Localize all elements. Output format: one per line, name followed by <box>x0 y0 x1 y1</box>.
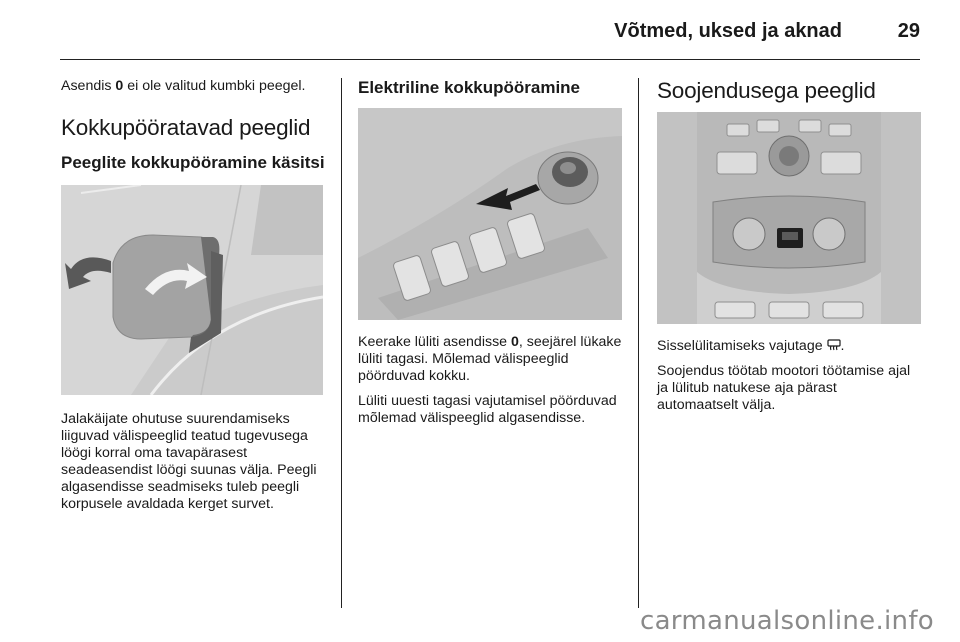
subsection-title-manual-folding: Peeglite kokkupööramine käsitsi <box>61 153 325 172</box>
column-2 <box>358 78 622 435</box>
column-3 <box>657 78 921 422</box>
heated-mirror-activation: Sisselülitamiseks vajutage . <box>657 338 845 354</box>
electric-unfolding-instruction: Lüliti uuesti tagasi vajutamisel pöörduvad mõlemad välispeeglid algasendisse. <box>358 393 617 426</box>
heated-mirror-button-illustration <box>657 112 921 324</box>
column-divider-1 <box>341 78 342 608</box>
header-divider <box>60 59 920 60</box>
electric-folding-illustration <box>358 108 622 320</box>
manual-folding-description: Jalakäijate ohutuse suurendamiseks liiguvad välispeeglid teatud tugevusega löögi korral oma tavapärasest seadeasendist löögi suunas välja. Peegli algasendisse seadmiseks tuleb peegli korpusele avaldada kerget survet. <box>61 411 317 512</box>
intro-paragraph: Asendis 0 ei ole valitud kumbki peegel. <box>61 78 306 94</box>
manual-folding-illustration <box>61 185 323 395</box>
page-number: 29 <box>897 20 920 42</box>
column-divider-2 <box>638 78 639 608</box>
subsection-title-electric-folding: Elektriline kokkupööramine <box>358 78 581 97</box>
page-header <box>60 0 920 62</box>
rear-window-heating-icon <box>827 339 841 352</box>
watermark-text: carmanualsonline.info <box>639 606 934 636</box>
electric-folding-instruction: Keerake lüliti asendisse 0, seejärel lükake lüliti tagasi. Mõlemad välispeeglid pöörduvad kokku. <box>358 334 622 384</box>
section-title-folding-mirrors: Kokkupööratavad peeglid <box>61 115 311 140</box>
position-zero: 0 <box>115 78 124 94</box>
chapter-title: Võtmed, uksed ja aknad <box>614 20 842 42</box>
heated-mirror-operation-note: Soojendus töötab mootori töötamise ajal ja lülitub natukese aja pärast automaatselt välja. <box>657 363 911 413</box>
column-1 <box>61 78 327 521</box>
position-zero-electric: 0 <box>511 334 519 350</box>
section-title-heated-mirrors: Soojendusega peeglid <box>657 78 876 103</box>
